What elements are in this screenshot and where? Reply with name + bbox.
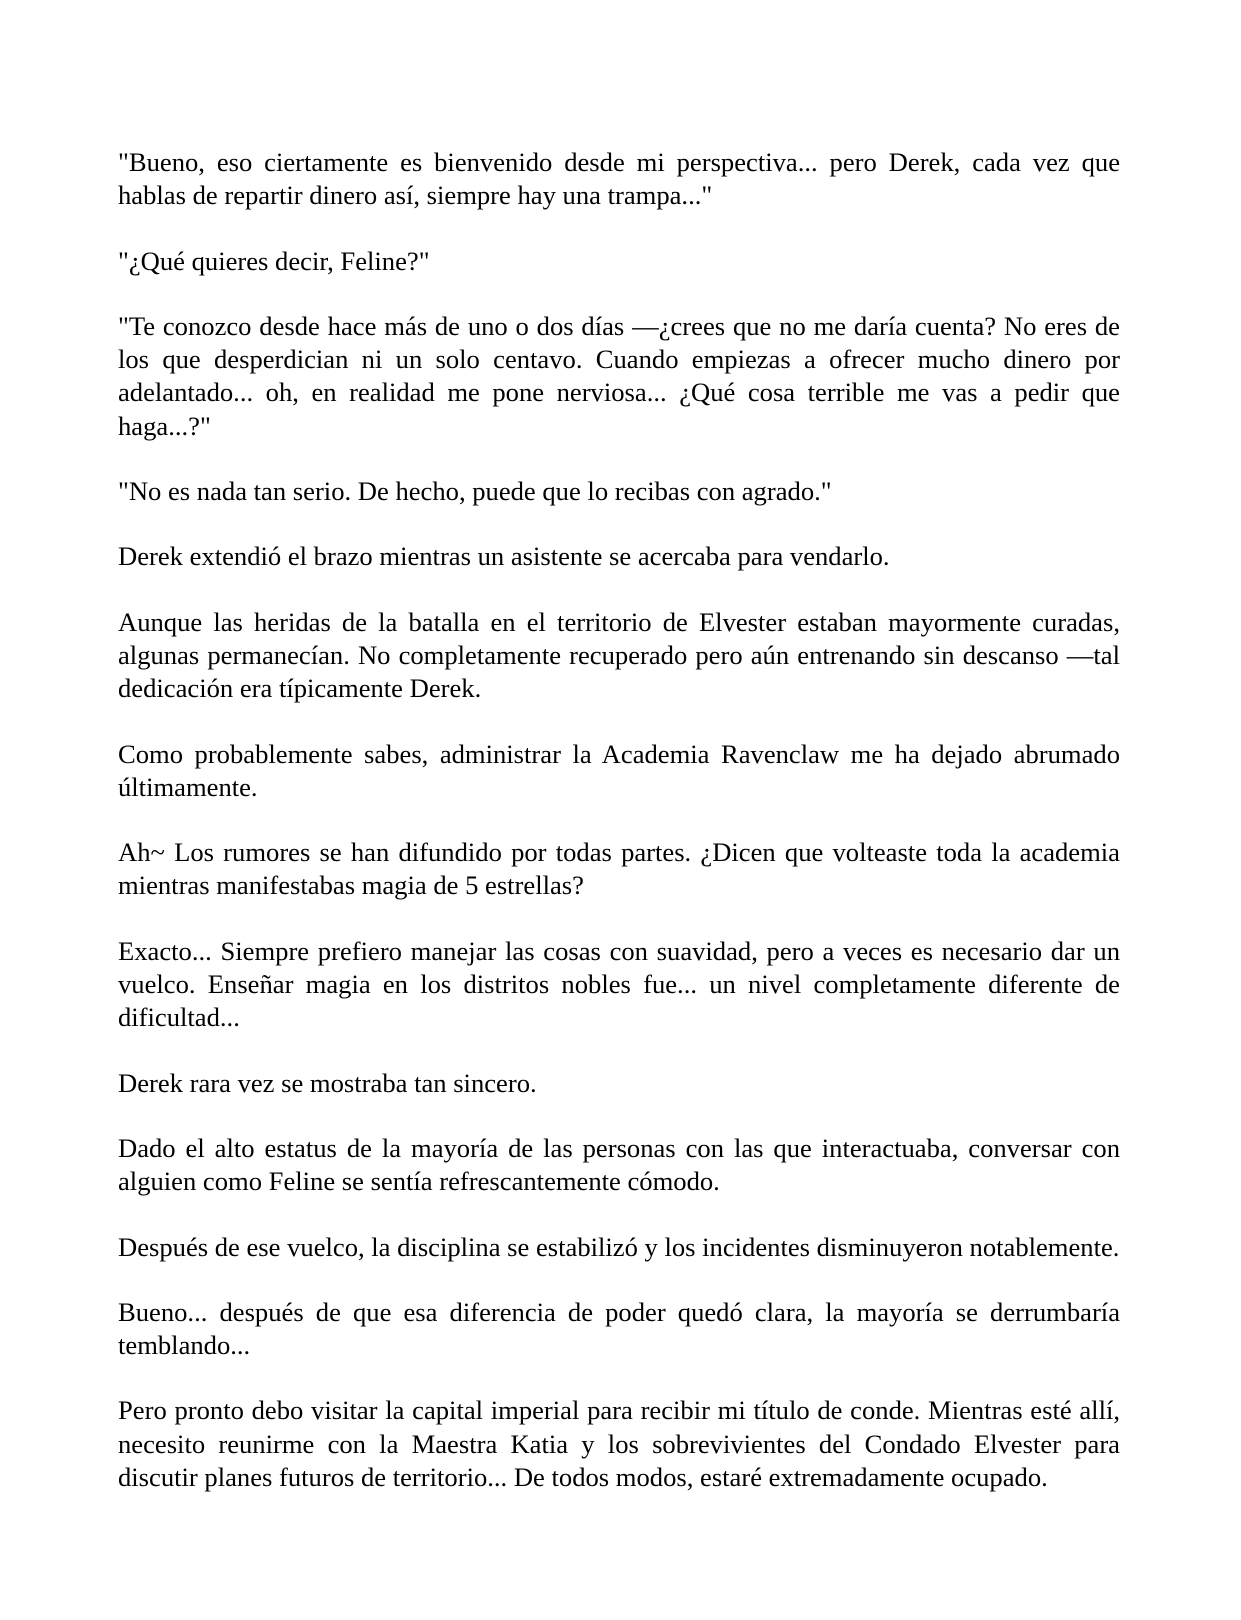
paragraph-4: "No es nada tan serio. De hecho, puede que lo recibas con agrado.": [118, 476, 832, 507]
paragraph-13: Bueno... después de que esa diferencia de poder quedó clara, la mayoría se derrumbaría temblando...: [118, 1296, 1120, 1361]
paragraph-6: Aunque las heridas de la batalla en el territorio de Elvester estaban mayormente curadas, algunas permanecían. No completamente recuperado pero aún entrenando sin descanso —tal dedicación era típicamente Derek.: [118, 606, 1120, 704]
document-page: [118, 146, 1120, 1526]
paragraph-5: Derek extendió el brazo mientras un asistente se acercaba para vendarlo.: [118, 541, 890, 572]
paragraph-11: Dado el alto estatus de la mayoría de las personas con las que interactuaba, conversar con alguien como Feline se sentía refrescantemente cómodo.: [118, 1132, 1120, 1197]
paragraph-14: Pero pronto debo visitar la capital imperial para recibir mi título de conde. Mientras esté allí, necesito reunirme con la Maestra Katia y los sobrevivientes del Condado Elvester para discutir planes futuros de territorio... De todos modos, estaré extremadamente ocupado.: [118, 1395, 1120, 1493]
paragraph-2: "¿Qué quieres decir, Feline?": [118, 245, 430, 276]
paragraph-7: Como probablemente sabes, administrar la Academia Ravenclaw me ha dejado abrumado últimamente.: [118, 738, 1120, 802]
paragraph-8: Ah~ Los rumores se han difundido por todas partes. ¿Dicen que volteaste toda la academia mientras manifestabas magia de 5 estrellas?: [118, 837, 1120, 901]
paragraph-1: "Bueno, eso ciertamente es bienvenido desde mi perspectiva... pero Derek, cada vez que hablas de repartir dinero así, siempre hay una trampa...": [118, 147, 1120, 211]
paragraph-3: "Te conozco desde hace más de uno o dos días —¿crees que no me daría cuenta? No eres de los que desperdician ni un solo centavo. Cuando empiezas a ofrecer mucho dinero por adelantado... oh, en realidad me pone nerviosa... ¿Qué cosa terrible me vas a pedir que haga...?": [118, 310, 1120, 441]
paragraph-9: Exacto... Siempre prefiero manejar las cosas con suavidad, pero a veces es necesario dar un vuelco. Enseñar magia en los distritos nobles fue... un nivel completamente diferente de dificultad...: [118, 935, 1120, 1033]
paragraph-12: Después de ese vuelco, la disciplina se estabilizó y los incidentes disminuyeron notablemente.: [118, 1231, 1120, 1262]
paragraph-10: Derek rara vez se mostraba tan sincero.: [118, 1067, 537, 1098]
